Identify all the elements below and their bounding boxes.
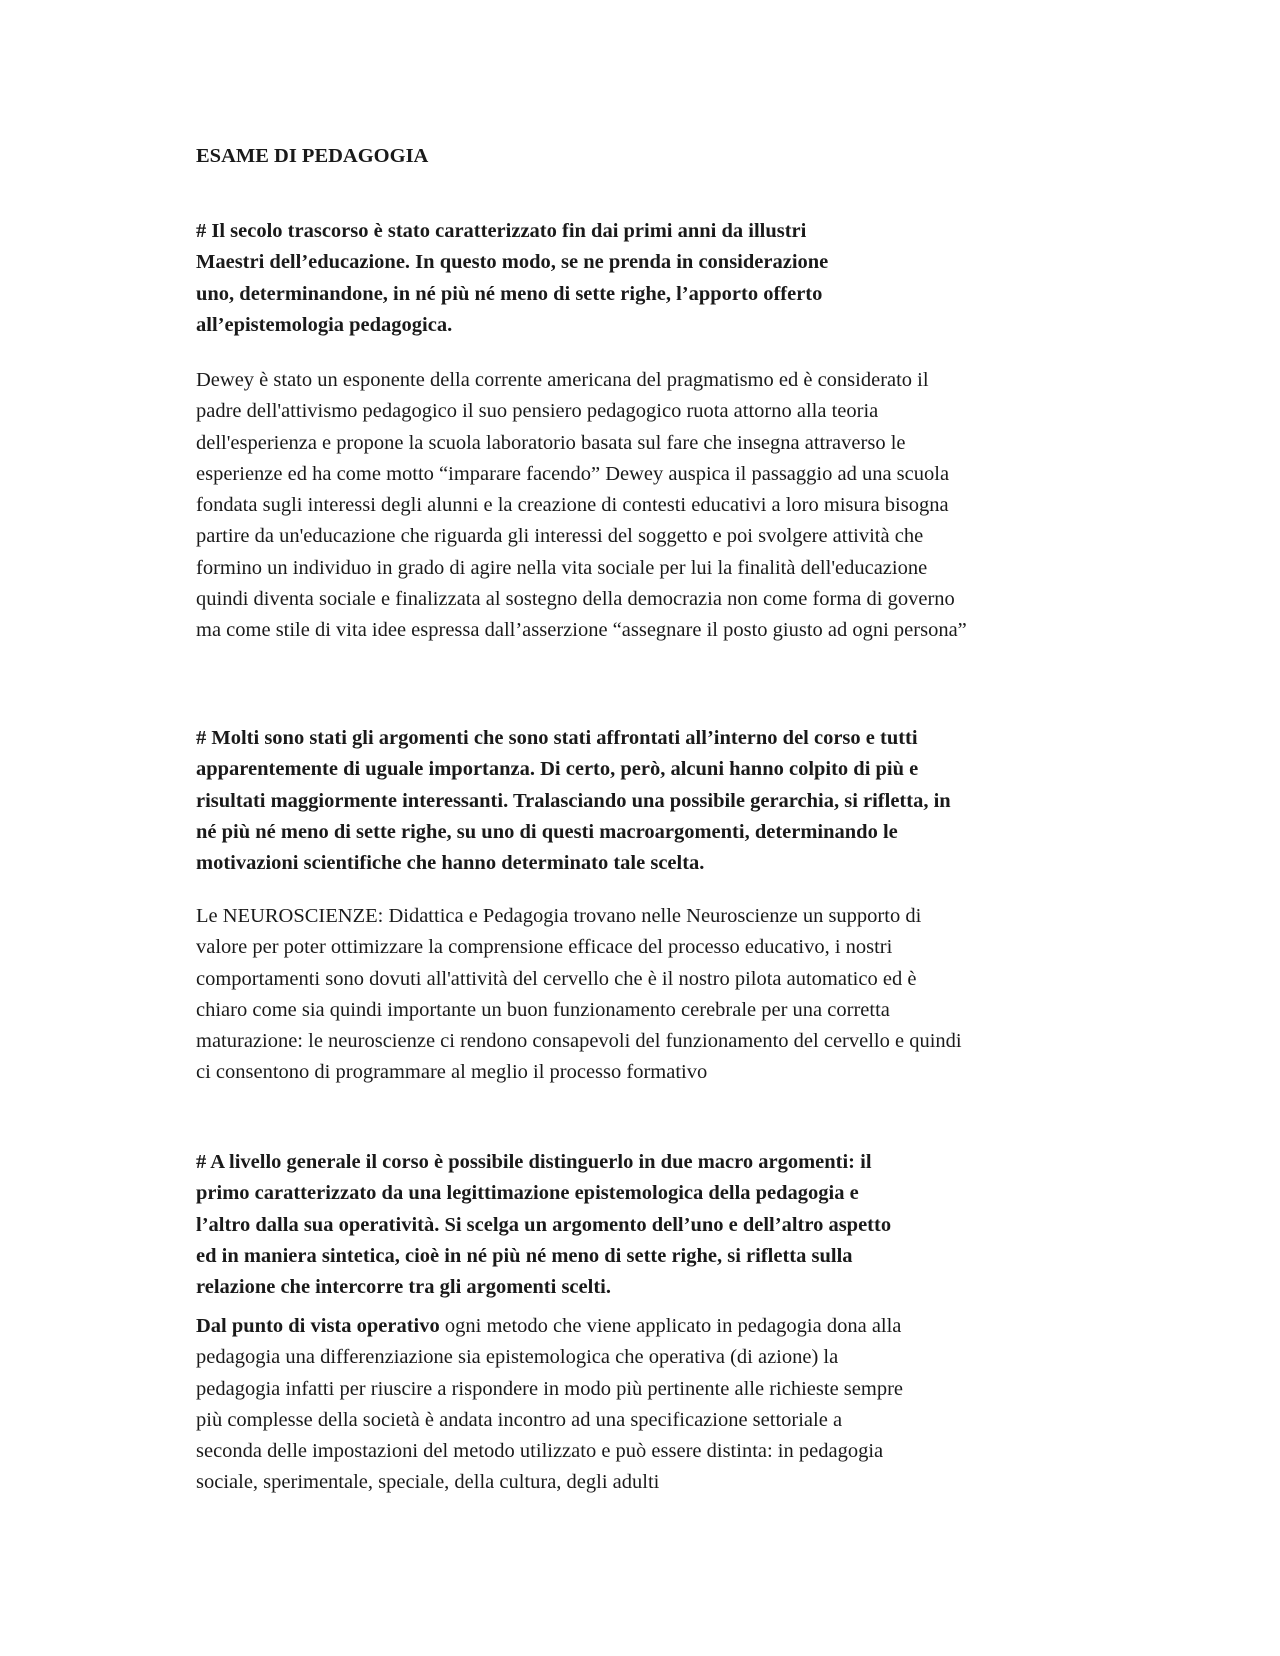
answer-2-line: chiaro come sia quindi importante un buon funzionamento cerebrale per una corretta (196, 998, 890, 1021)
question-2-line: risultati maggiormente interessanti. Tralasciando una possibile gerarchia, si rifletta, in (196, 789, 951, 812)
answer-1-line: partire da un'educazione che riguarda gli interessi del soggetto e poi svolgere attività che (196, 525, 924, 548)
question-1-line: uno, determinandone, in né più né meno di sette righe, l’apporto offerto (196, 282, 823, 305)
answer-1-line: formino un individuo in grado di agire nella vita sociale per lui la finalità dell'educazione (196, 556, 928, 579)
answer-2-line: valore per poter ottimizzare la comprensione efficace del processo educativo, i nostri (196, 936, 893, 959)
answer-1-line: esperienze ed ha come motto “imparare facendo” Dewey auspica il passaggio ad una scuola (196, 462, 950, 485)
answer-1-line: fondata sugli interessi degli alunni e la creazione di contesti educativi a loro misura bisogna (196, 494, 949, 517)
answer-1-line: Dewey è stato un esponente della corrente americana del pragmatismo ed è considerato il (196, 369, 929, 391)
question-3 (196, 1147, 891, 1303)
question-1-line: # Il secolo trascorso è stato caratterizzato fin dai primi anni da illustri (196, 220, 807, 242)
answer-3-line: più complesse della società è andata incontro ad una specificazione settoriale a (196, 1408, 843, 1431)
document-title: ESAME DI PEDAGOGIA (196, 145, 429, 167)
question-2-line: apparentemente di uguale importanza. Di certo, però, alcuni hanno colpito di più e (196, 758, 919, 781)
question-2-line: né più né meno di sette righe, su uno di questi macroargomenti, determinando le (196, 820, 898, 843)
question-1 (196, 216, 828, 341)
answer-3-line: sociale, sperimentale, speciale, della cultura, degli adulti (196, 1471, 660, 1494)
answer-2-line: maturazione: le neuroscienze ci rendono consapevoli del funzionamento del cervello e quindi (196, 1030, 962, 1053)
question-3-line: relazione che intercorre tra gli argomenti scelti. (196, 1276, 611, 1299)
question-2-line: motivazioni scientifiche che hanno determinato tale scelta. (196, 852, 705, 875)
answer-2-line: Le NEUROSCIENZE: Didattica e Pedagogia trovano nelle Neuroscienze un supporto di (196, 905, 922, 927)
answer-2-line: ci consentono di programmare al meglio il processo formativo (196, 1061, 708, 1084)
answer-3-line: seconda delle impostazioni del metodo utilizzato e può essere distinta: in pedagogia (196, 1440, 884, 1463)
answer-3-first-line (196, 1311, 903, 1342)
answer-1-line: ma come stile di vita idee espressa dall’asserzione “assegnare il posto giusto ad ogni persona” (196, 619, 967, 642)
question-3-line: primo caratterizzato da una legittimazione epistemologica della pedagogia e (196, 1182, 859, 1205)
answer-1-line: quindi diventa sociale e finalizzata al sostegno della democrazia non come forma di governo (196, 588, 955, 611)
question-1-line: Maestri dell’educazione. In questo modo, se ne prenda in considerazione (196, 251, 829, 274)
answer-1-line: dell'esperienza e propone la scuola laboratorio basata sul fare che insegna attraverso le (196, 431, 906, 454)
answer-3-line: pedagogia una differenziazione sia epistemologica che operativa (di azione) la (196, 1346, 839, 1369)
question-3-line: # A livello generale il corso è possibile distinguerlo in due macro argomenti: il (196, 1151, 872, 1173)
answer-1 (196, 365, 967, 647)
question-3-line: ed in maniera sintetica, cioè in né più né meno di sette righe, si rifletta sulla (196, 1244, 853, 1267)
answer-1-line: padre dell'attivismo pedagogico il suo pensiero pedagogico ruota attorno alla teoria (196, 400, 879, 423)
answer-3 (196, 1311, 903, 1499)
answer-2 (196, 901, 962, 1089)
question-3-line: l’altro dalla sua operatività. Si scelga un argomento dell’uno e dell’altro aspetto (196, 1213, 892, 1236)
answer-2-line: comportamenti sono dovuti all'attività del cervello che è il nostro pilota automatico ed è (196, 967, 917, 990)
question-2-line: # Molti sono stati gli argomenti che sono stati affrontati all’interno del corso e tutti (196, 727, 918, 749)
question-1-line: all’epistemologia pedagogica. (196, 313, 453, 336)
answer-3-line: pedagogia infatti per riuscire a rispondere in modo più pertinente alle richieste sempre (196, 1377, 903, 1400)
answer-3-lead-rest: ogni metodo che viene applicato in pedagogia dona alla (439, 1315, 902, 1337)
question-2 (196, 723, 951, 879)
answer-3-lead-bold: Dal punto di vista operativo (196, 1315, 440, 1337)
